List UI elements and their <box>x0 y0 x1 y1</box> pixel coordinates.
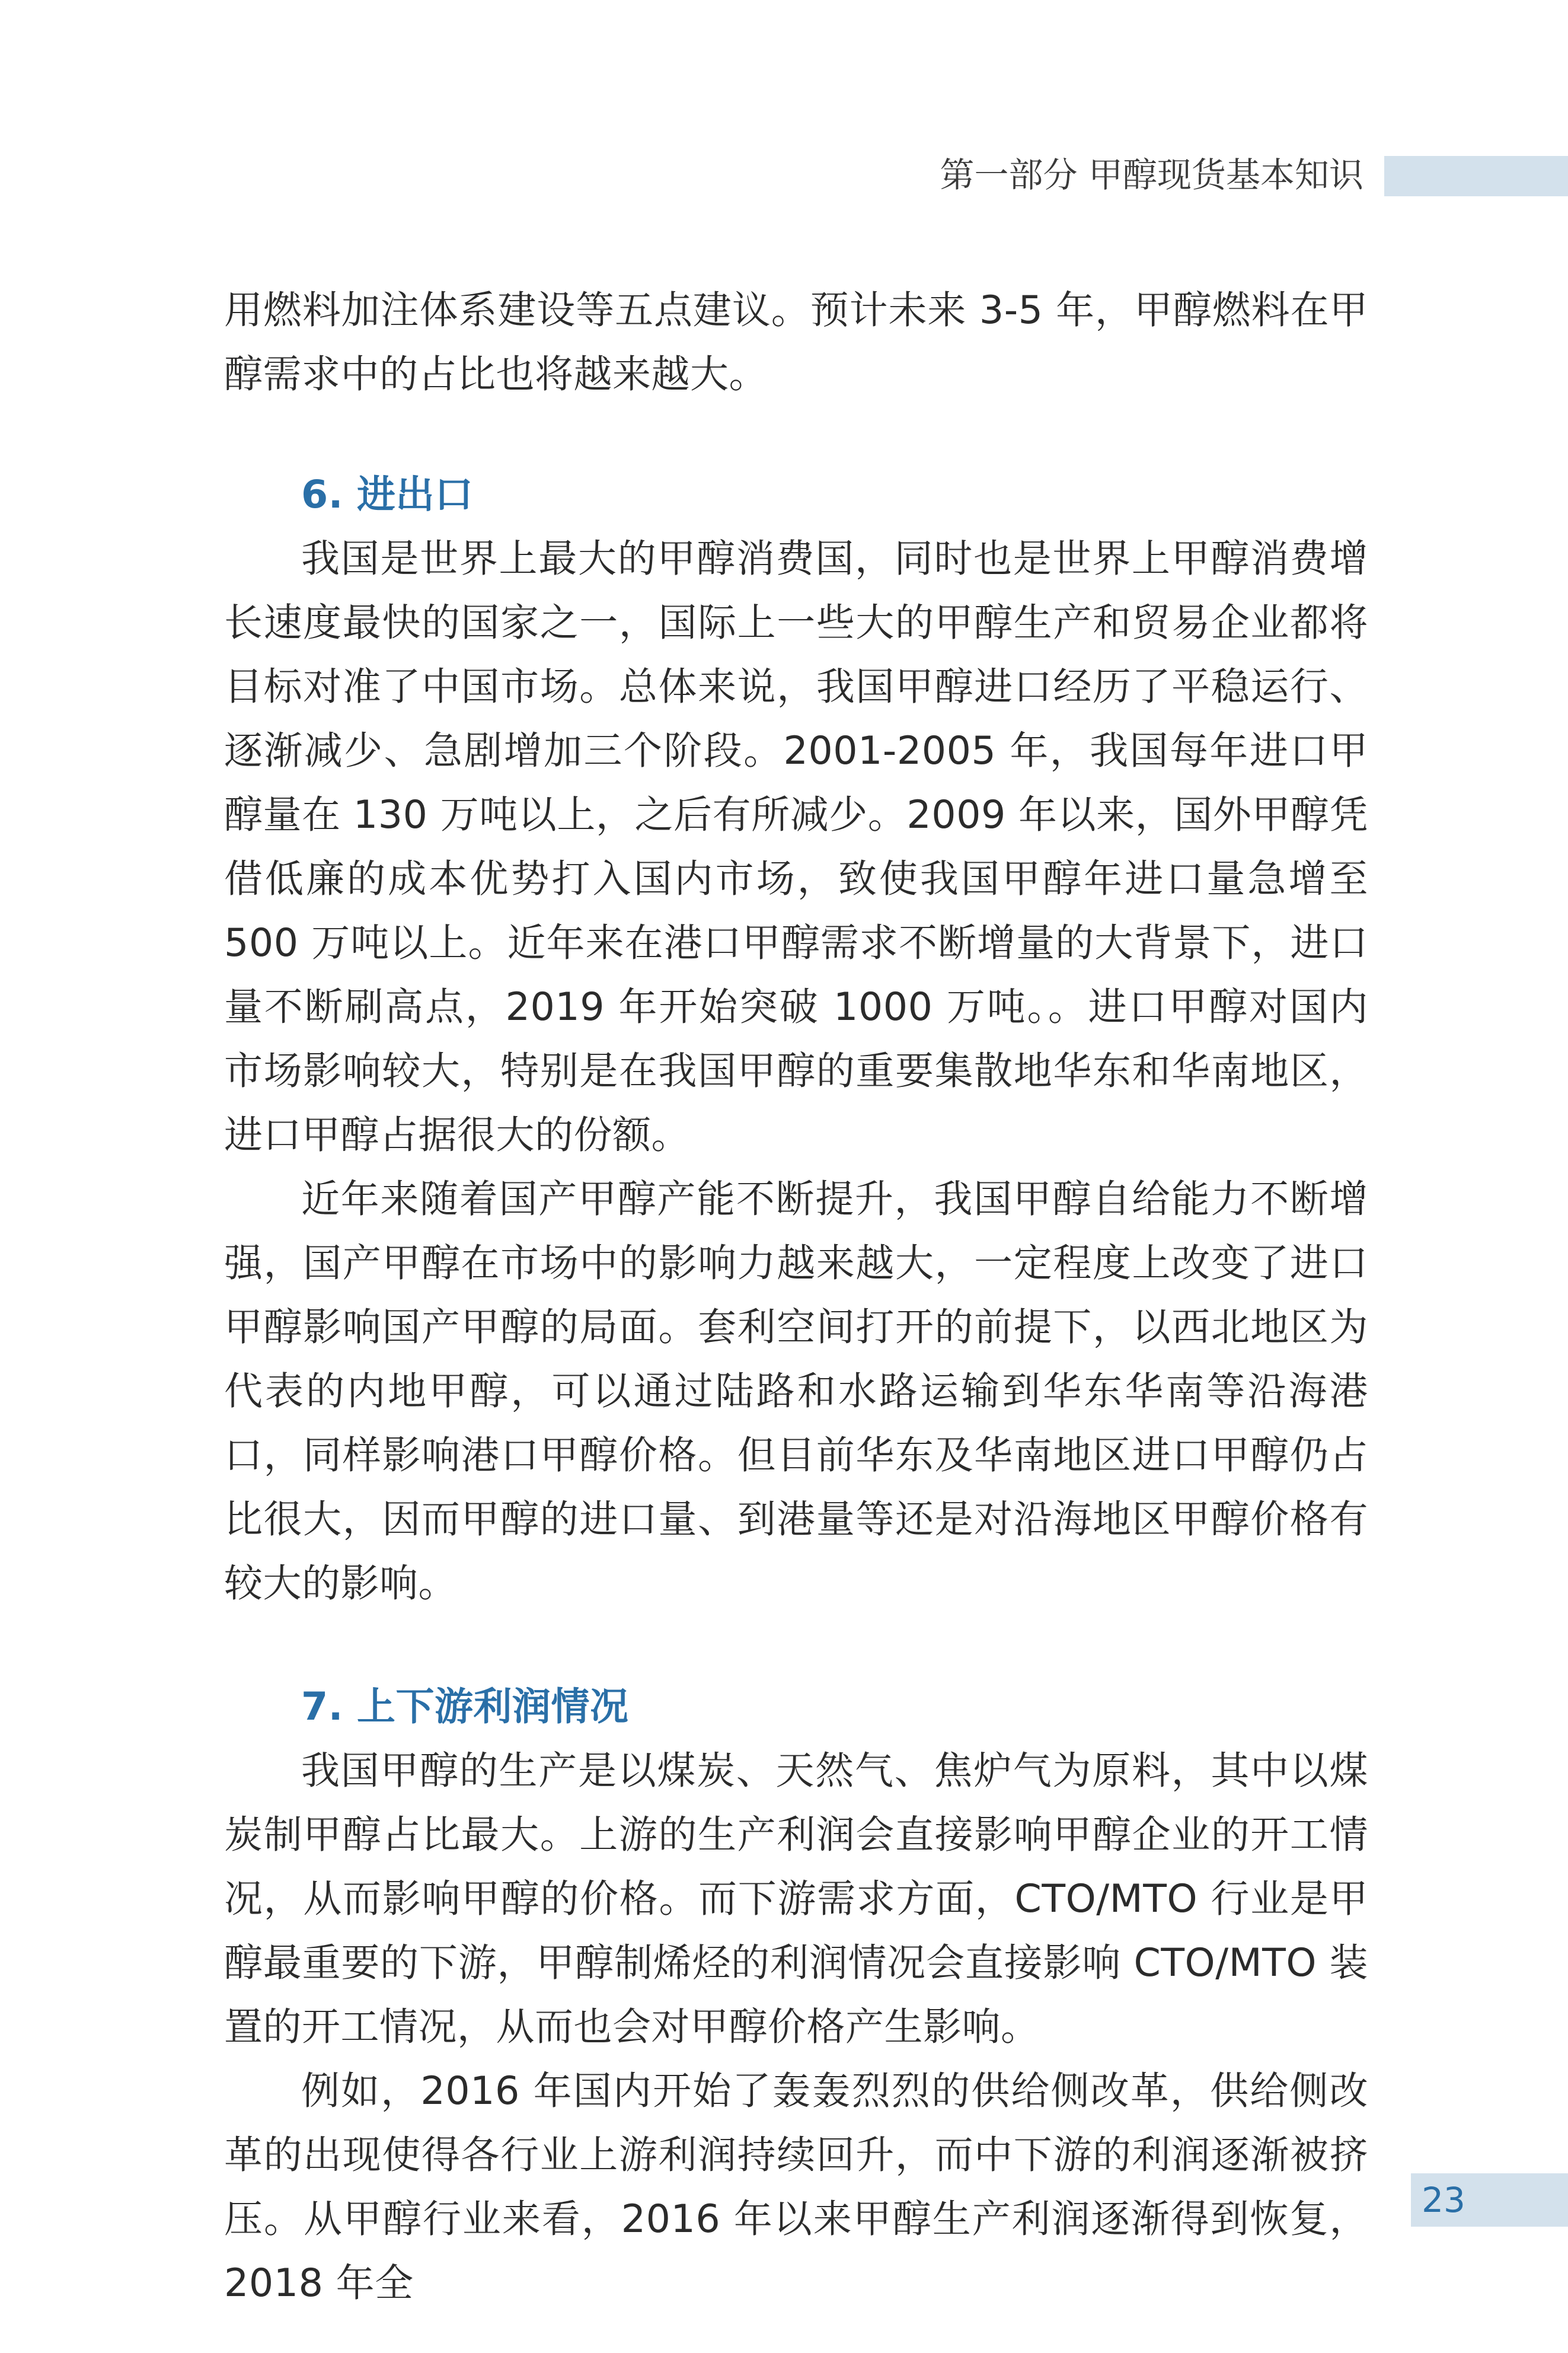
intro-paragraph: 用燃料加注体系建设等五点建议。预计未来 3-5 年，甲醇燃料在甲醇需求中的占比也将越来越大。 <box>224 288 1368 397</box>
section-7-paragraph-2: 例如，2016 年国内开始了轰轰烈烈的供给侧改革，供给侧改革的出现使得各行业上游利润持续回升，而中下游的利润逐渐被挤压。从甲醇行业来看，2016 年以来甲醇生产利润逐渐得到恢复，2018 年全 <box>224 2069 1368 2306</box>
page-number: 23 <box>1422 2180 1465 2220</box>
section-7-paragraph-1: 我国甲醇的生产是以煤炭、天然气、焦炉气为原料，其中以煤炭制甲醇占比最大。上游的生产利润会直接影响甲醇企业的开工情况，从而影响甲醇的价格。而下游需求方面，CTO/MTO 行业是甲醇最重要的下游，甲醇制烯烃的利润情况会直接影响 CTO/MTO 装置的开工情况，从而也会对甲醇价格产生影响。 <box>224 1749 1368 2049</box>
page-body <box>224 279 1368 2316</box>
section-7-heading: 7. 上下游利润情况 <box>301 1685 629 1729</box>
section-6-heading: 6. 进出口 <box>301 473 474 517</box>
page-number-box <box>1411 2173 1568 2227</box>
section-6-paragraph-2: 近年来随着国产甲醇产能不断提升，我国甲醇自给能力不断增强，国产甲醇在市场中的影响力越来越大，一定程度上改变了进口甲醇影响国产甲醇的局面。套利空间打开的前提下，以西北地区为代表的内地甲醇，可以通过陆路和水路运输到华东华南等沿海港口，同样影响港口甲醇价格。但目前华东及华南地区进口甲醇仍占比很大，因而甲醇的进口量、到港量等还是对沿海地区甲醇价格有较大的影响。 <box>224 1177 1368 1606</box>
section-6-paragraph-1: 我国是世界上最大的甲醇消费国，同时也是世界上甲醇消费增长速度最快的国家之一，国际上一些大的甲醇生产和贸易企业都将目标对准了中国市场。总体来说，我国甲醇进口经历了平稳运行、逐渐减少、急剧增加三个阶段。2001-2005 年，我国每年进口甲醇量在 130 万吨以上，之后有所减少。2009 年以来，国外甲醇凭借低廉的成本优势打入国内市场，致使我国甲醇年进口量急增至 500 万吨以上。近年来在港口甲醇需求不断增量的大背景下，进口量不断刷高点，2019 年开始突破 1000 万吨。。进口甲醇对国内市场影响较大，特别是在我国甲醇的重要集散地华东和华南地区，进口甲醇占据很大的份额。 <box>224 537 1368 1158</box>
running-header-title: 第一部分 甲醇现货基本知识 <box>940 155 1363 195</box>
header-accent-bar <box>1384 156 1568 196</box>
